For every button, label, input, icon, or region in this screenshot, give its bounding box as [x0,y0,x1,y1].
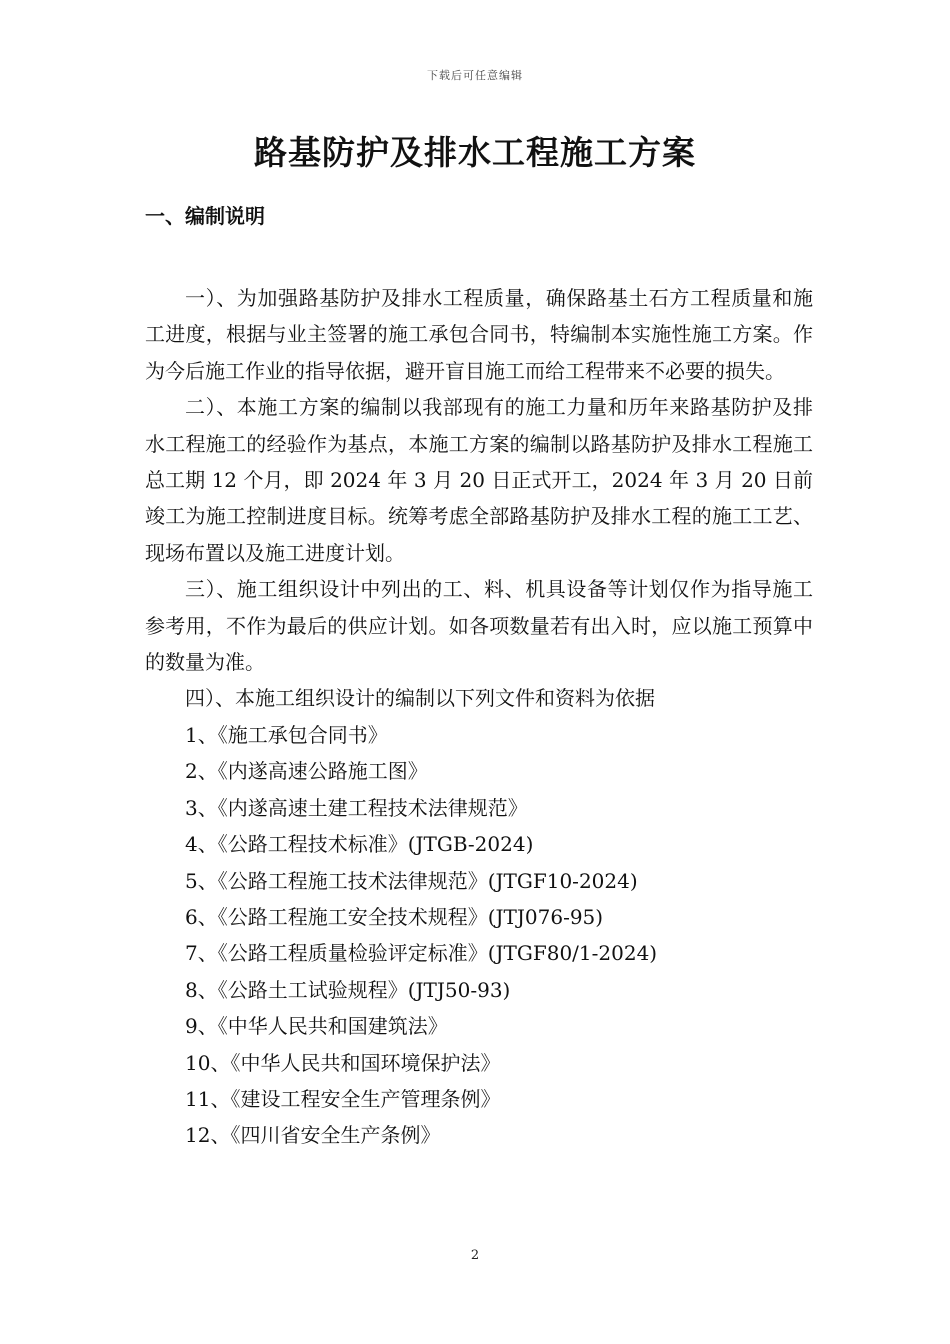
list-item: 3、《内遂高速土建工程技术法律规范》 [185,795,528,820]
reference-list [145,717,813,1154]
list-item: 4、《公路工程技术标准》(JTGB-2024) [185,832,534,857]
section-heading: 一、编制说明 [145,204,265,228]
list-item: 6、《公路工程施工安全技术规程》(JTJ076-95) [185,904,604,929]
list-item: 12、《四川省安全生产条例》 [185,1123,441,1148]
list-item: 5、《公路工程施工技术法律规范》(JTGF10-2024) [185,868,638,893]
paragraph-1: 一）、为加强路基防护及排水工程质量，确保路基土石方工程质量和施工进度，根据与业主签署的施工承包合同书，特编制本实施性施工方案。作为今后施工作业的指导依据，避开盲目施工而给工程带来不必要的损失。 [145,286,813,383]
list-item: 1、《施工承包合同书》 [185,722,388,747]
paragraph-2: 二）、本施工方案的编制以我部现有的施工力量和历年来路基防护及排水工程施工的经验作为基点，本施工方案的编制以路基防护及排水工程施工总工期 12 个月，即 2024 年 3 月 20 日正式开工，2024 年 3 月 20 日前竣工为施工控制进度目标。统筹考虑全部路基防护及排水工程的施工工艺、现场布置以及施工进度计划。 [145,395,813,565]
list-item: 11、《建设工程安全生产管理条例》 [185,1086,501,1111]
page-number: 2 [470,1248,480,1263]
list-item: 7、《公路工程质量检验评定标准》(JTGF80/1-2024) [185,941,658,966]
list-item: 10、《中华人民共和国环境保护法》 [185,1050,501,1075]
paragraph-4: 四）、本施工组织设计的编制以下列文件和资料为依据 [185,686,655,711]
list-item: 2、《内遂高速公路施工图》 [185,759,428,784]
document-title: 路基防护及排水工程施工方案 [254,133,696,172]
body-content [145,280,813,1154]
header-note: 下载后可任意编辑 [427,69,523,82]
list-item: 8、《公路土工试验规程》(JTJ50-93) [185,977,511,1002]
list-item: 9、《中华人民共和国建筑法》 [185,1014,448,1039]
paragraph-3: 三）、施工组织设计中列出的工、料、机具设备等计划仅作为指导施工参考用，不作为最后的供应计划。如各项数量若有出入时，应以施工预算中的数量为准。 [145,577,813,675]
